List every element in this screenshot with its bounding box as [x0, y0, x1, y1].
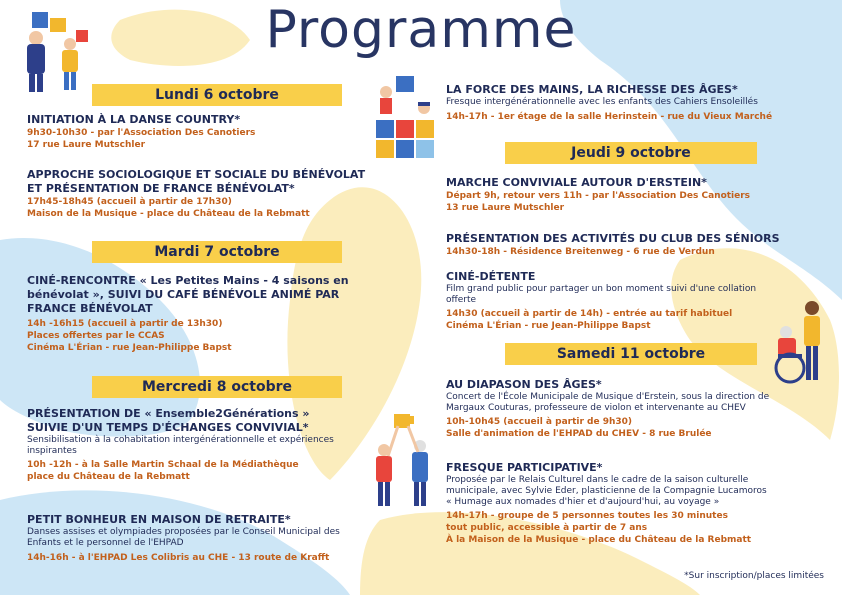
event-diapason-des-ages	[446, 378, 776, 440]
event-location: 17 rue Laure Mutschler	[27, 140, 146, 150]
day-header-wednesday: Mercredi 8 octobre	[92, 376, 342, 398]
event-time: 17h45-18h45 (accueil à partir de 17h30)	[27, 197, 232, 207]
event-description: Fresque intergénérationnelle avec les enfants des Cahiers Ensoleillés	[446, 97, 758, 107]
event-club-seniors	[446, 232, 836, 258]
event-title-line-1: PRÉSENTATION DE « Ensemble2Générations »	[27, 407, 310, 420]
event-danse-country	[27, 113, 367, 151]
event-title-line-1: CINÉ-RENCONTRE « Les Petites Mains - 4 saisons en	[27, 274, 349, 287]
event-title: AU DIAPASON DES ÂGES*	[446, 378, 602, 391]
event-audience: tout public, accessible à partir de 7 ans	[446, 523, 648, 533]
day-header-saturday: Samedi 11 octobre	[505, 343, 757, 365]
event-time: 10h-10h45 (accueil à partir de 9h30)	[446, 417, 633, 427]
event-title-line-3: FRANCE BÉNÉVOLAT	[27, 302, 153, 315]
event-title: MARCHE CONVIVIALE AUTOUR D'ERSTEIN*	[446, 176, 707, 189]
event-cine-detente	[446, 270, 771, 332]
day-header-tuesday: Mardi 7 octobre	[92, 241, 342, 263]
event-description-line-1: Concert de l'École Municipale de Musique d'Erstein, sous la direction de	[446, 392, 770, 402]
event-title-line-1: APPROCHE SOCIOLOGIQUE ET SOCIALE DU BÉNÉVOLAT	[27, 168, 366, 181]
event-description-line-1: Sensibilisation à la cohabitation intergénérationnelle et expériences	[27, 435, 334, 445]
event-location: place du Château de la Rebmatt	[27, 472, 190, 482]
event-time-location: 14h-16h - à l'EHPAD Les Colibris au CHE - 13 route de Krafft	[27, 553, 330, 563]
event-title-line-2: bénévolat », SUIVI DU CAFÉ BÉNÉVOLE ANIMÉ PAR	[27, 288, 340, 301]
event-description-line-2: Enfants et le personnel de l'EHPAD	[27, 538, 184, 548]
event-title-line-2: SUIVIE D'UN TEMPS D'ÉCHANGES CONVIVIAL*	[27, 421, 309, 434]
event-time: 14h -16h15 (accueil à partir de 13h30)	[27, 319, 223, 329]
event-location: Maison de la Musique - place du Château de la Rebmatt	[27, 209, 310, 219]
event-location: 13 rue Laure Mutschler	[446, 203, 565, 213]
day-header-thursday: Jeudi 9 octobre	[505, 142, 757, 164]
event-time: 14h30 (accueil à partir de 14h) - entrée au tarif habituel	[446, 309, 733, 319]
people-holding-puzzle-illustration	[366, 412, 442, 512]
event-description-line-2: inspirantes	[27, 446, 77, 456]
event-time: Départ 9h, retour vers 11h - par l'Association Des Canotiers	[446, 191, 751, 201]
event-description-line-3: « Humage aux nomades d'hier et d'aujourd'hui, au voyage »	[446, 497, 720, 507]
day-header-monday: Lundi 6 octobre	[92, 84, 342, 106]
wheelchair-caregiver-illustration	[770, 298, 832, 386]
event-description-line-2: municipale, avec Sylvie Eder, plasticienne de la Compagnie Lucamoros	[446, 486, 767, 496]
event-title: PETIT BONHEUR EN MAISON DE RETRAITE*	[27, 513, 291, 526]
event-title: LA FORCE DES MAINS, LA RICHESSE DES ÂGES*	[446, 83, 738, 96]
footnote: *Sur inscription/places limitées	[684, 571, 824, 581]
event-location: Salle d'animation de l'EHPAD du CHEV - 8 rue Brulée	[446, 429, 712, 439]
event-fresque-participative	[446, 461, 816, 546]
event-marche-conviviale	[446, 176, 816, 214]
event-time-location: 14h30-18h - Résidence Breitenweg - 6 rue de Verdun	[446, 247, 715, 257]
event-time: 14h-17h - groupe de 5 personnes toutes les 30 minutes	[446, 511, 728, 521]
event-title: INITIATION À LA DANSE COUNTRY*	[27, 113, 241, 126]
event-title: PRÉSENTATION DES ACTIVITÉS DU CLUB DES SÉNIORS	[446, 232, 780, 245]
event-description: Film grand public pour partager un bon moment suivi d'une collation offerte	[446, 284, 757, 305]
event-time: 9h30-10h30 - par l'Association Des Canotiers	[27, 128, 256, 138]
event-time: 10h -12h - à la Salle Martin Schaal de la Médiathèque	[27, 460, 299, 470]
event-benevolat	[27, 168, 417, 220]
event-title: CINÉ-DÉTENTE	[446, 270, 536, 283]
event-note: Places offertes par le CCAS	[27, 331, 165, 341]
event-location: Cinéma L'Érian - rue Jean-Philippe Bapst	[446, 321, 651, 331]
puzzle-tower-illustration	[372, 72, 444, 164]
event-title: FRESQUE PARTICIPATIVE*	[446, 461, 603, 474]
event-ensemble2generations	[27, 407, 372, 483]
event-location: À la Maison de la Musique - place du Château de la Rebmatt	[446, 535, 752, 545]
page-title: Programme	[265, 0, 577, 60]
event-cine-rencontre	[27, 274, 387, 354]
event-title-line-2: ET PRÉSENTATION DE FRANCE BÉNÉVOLAT*	[27, 182, 295, 195]
event-force-des-mains	[446, 83, 816, 123]
event-time-location: 14h-17h - 1er étage de la salle Herinstein - rue du Vieux Marché	[446, 112, 773, 122]
event-description-line-1: Proposée par le Relais Culturel dans le cadre de la saison culturelle	[446, 475, 749, 485]
event-location: Cinéma L'Érian - rue Jean-Philippe Bapst	[27, 343, 232, 353]
event-petit-bonheur	[27, 513, 372, 564]
event-description-line-1: Danses assises et olympiades proposées par le Conseil Municipal des	[27, 527, 340, 537]
event-description-line-2: Margaux Couturas, professeure de violon et intervenante au CHEV	[446, 403, 746, 413]
